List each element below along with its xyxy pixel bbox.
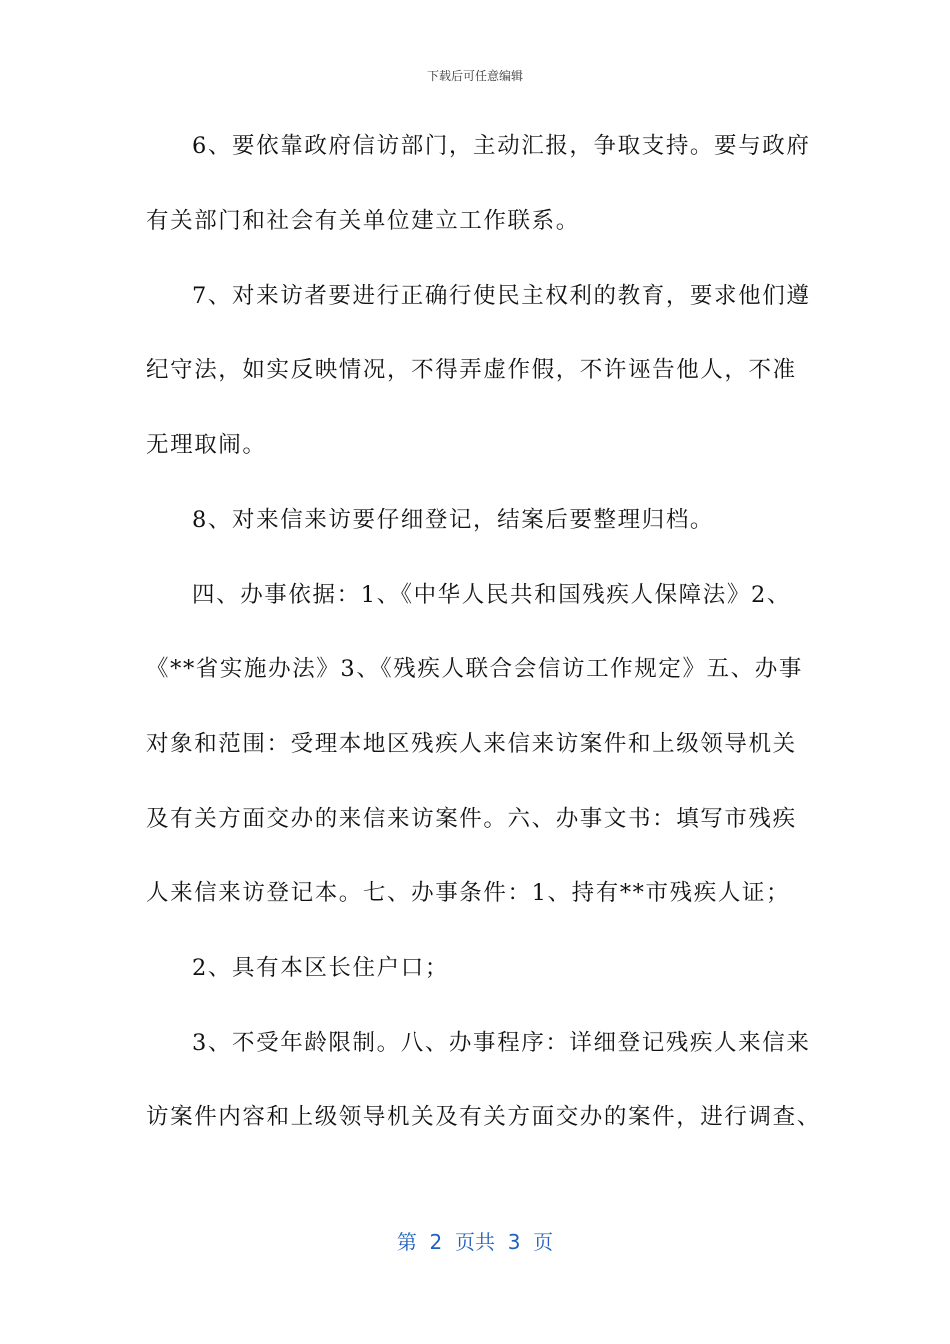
paragraph-line: 对象和范围：受理本地区残疾人来信来访案件和上级领导机关 [146, 731, 797, 757]
page-number-footer: 第 2 页共 3 页 [396, 1230, 554, 1254]
paragraph-line: 8、对来信来访要仔细登记，结案后要整理归档。 [192, 507, 715, 533]
paragraph-line: 四、办事依据：1、《中华人民共和国残疾人保障法》2、 [192, 582, 791, 608]
paragraph-line: 及有关方面交办的来信来访案件。六、办事文书：填写市残疾 [146, 806, 797, 832]
paragraph-line: 2、具有本区长住户口； [192, 955, 449, 981]
paragraph-line: 《**省实施办法》3、《残疾人联合会信访工作规定》五、办事 [146, 656, 803, 682]
paragraph-line: 无理取闹。 [146, 432, 267, 458]
paragraph-line: 纪守法，如实反映情况，不得弄虚作假，不许诬告他人，不准 [146, 357, 797, 383]
paragraph-line: 人来信来访登记本。七、办事条件：1、持有**市残疾人证； [146, 880, 791, 906]
paragraph-line: 3、不受年龄限制。八、办事程序：详细登记残疾人来信来 [192, 1030, 811, 1056]
paragraph-line: 访案件内容和上级领导机关及有关方面交办的案件，进行调查、 [146, 1104, 821, 1130]
paragraph-line: 7、对来访者要进行正确行使民主权利的教育，要求他们遵 [192, 283, 811, 309]
paragraph-line: 6、要依靠政府信访部门，主动汇报，争取支持。要与政府 [192, 133, 811, 159]
page-header-note: 下载后可任意编辑 [426, 69, 523, 83]
paragraph-line: 有关部门和社会有关单位建立工作联系。 [146, 208, 580, 234]
